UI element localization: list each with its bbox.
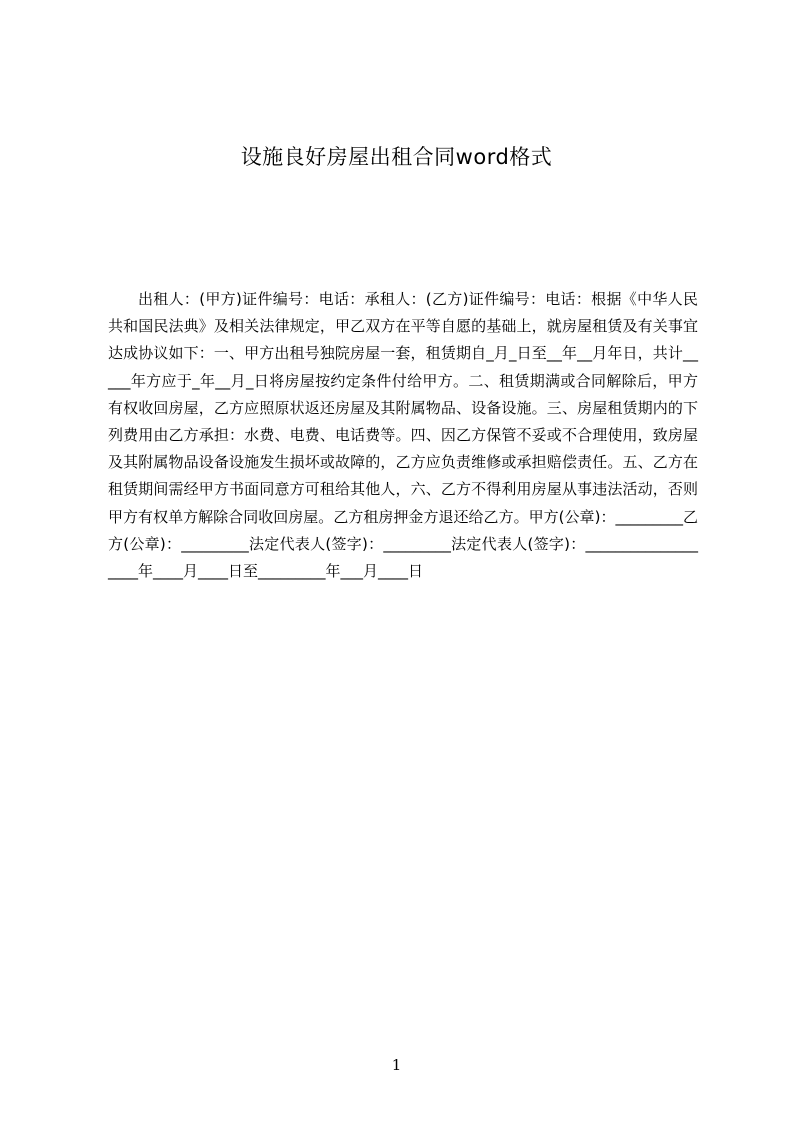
- contract-body-paragraph: 出租人：(甲方)证件编号：电话：承租人：(乙方)证件编号：电话：根据《中华人民共和国民法典》及相关法律规定，甲乙双方在平等自愿的基础上，就房屋租赁及有关事宜达成协议如下：一、甲方出租号独院房屋一套，租赁期自_月_日至__年__月年日，共计_____年方应于_年__月_日将房屋按约定条件付给甲方。二、租赁期满或合同解除后，甲方有权收回房屋，乙方应照原状返还房屋及其附属物品、设备设施。三、房屋租赁期内的下列费用由乙方承担：水费、电费、电话费等。四、因乙方保管不妥或不合理使用，致房屋及其附属物品设备设施发生损坏或故障的，乙方应负责维修或承担赔偿责任。五、乙方在租赁期间需经甲方书面同意方可租给其他人，六、乙方不得利用房屋从事违法活动，否则甲方有权单方解除合同收回房屋。乙方租房押金方退还给乙方。甲方(公章)：_________乙方(公章)：_________法定代表人(签字)：_________法定代表人(签字)：___________________年____月____日至_________年___月____日: [108, 290, 698, 581]
- document-title: 设施良好房屋出租合同word格式: [240, 145, 553, 169]
- page-number: 1: [391, 1056, 402, 1074]
